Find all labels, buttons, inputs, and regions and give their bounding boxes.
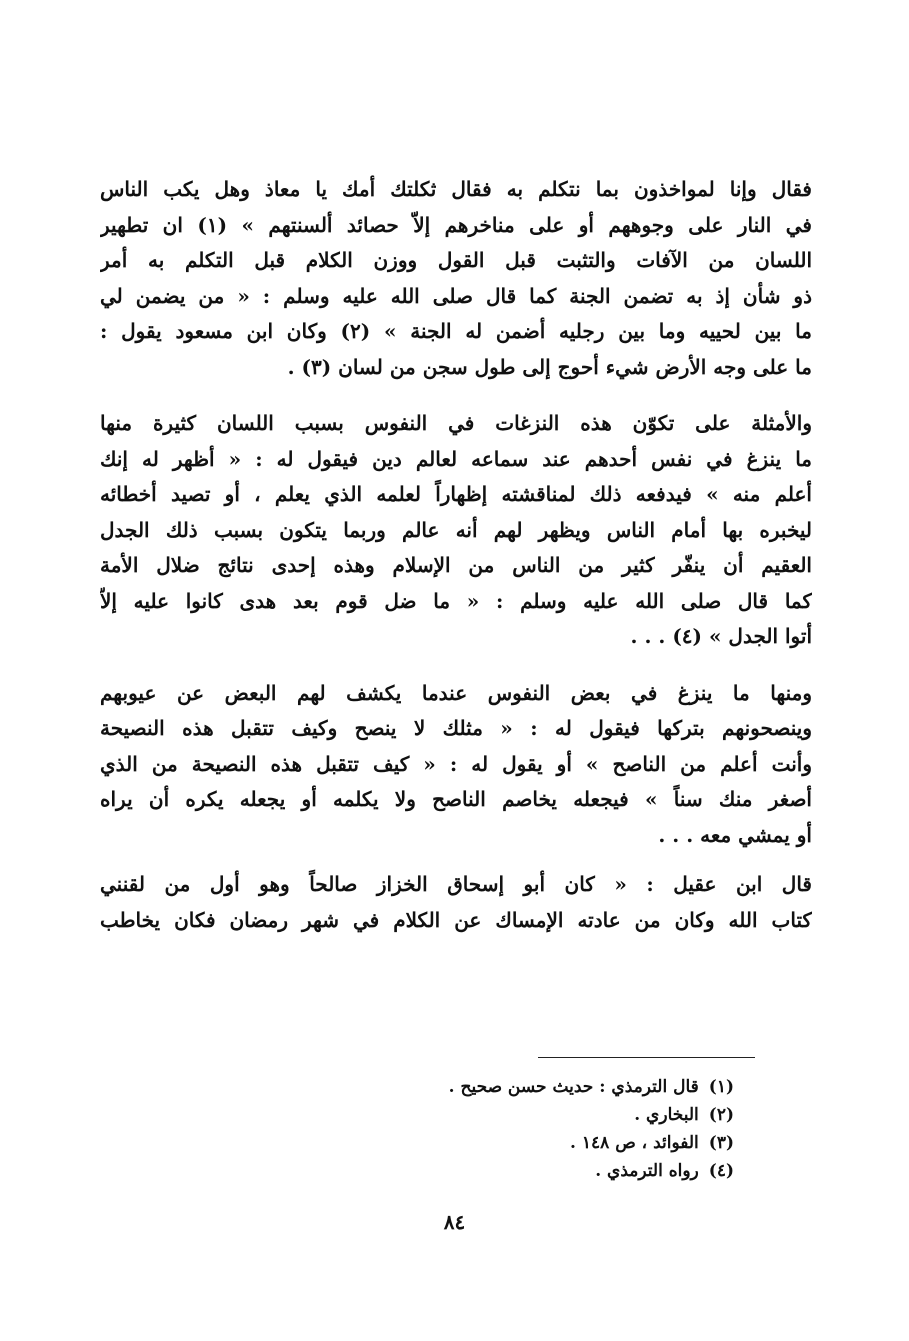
footnote-item	[314, 1129, 734, 1157]
footnote-divider	[538, 1057, 755, 1058]
text-line: والأمثلة على تكوّن هذه النزغات في النفوس بسبب اللسان كثيرة منها	[100, 411, 812, 435]
text-line: ما على وجه الأرض شيء أحوج إلى طول سجن من لسان (٣) .	[287, 354, 812, 379]
footnote-number: (٤)	[708, 1161, 734, 1181]
paragraph	[100, 406, 812, 655]
footnote-item	[314, 1157, 734, 1185]
text-line: ومنها ما ينزغ في بعض النفوس عندما يكشف لهم البعض عن عيوبهم	[100, 680, 812, 705]
paragraph	[100, 676, 812, 854]
text-line: أعلم منه » فيدفعه ذلك لمناقشته إظهاراً لعلمه الذي يعلم ، أو تصيد أخطائه	[100, 482, 812, 506]
text-line: ما ينزغ في نفس أحدهم عند سماعه لعالم دين فيقول له : « أظهر له إنك	[100, 446, 812, 471]
footnote-text: الفوائد ، ص ١٤٨ .	[570, 1133, 699, 1153]
text-line: قال ابن عقيل : « كان أبو إسحاق الخزاز صالحاً وهو أول من لقنني	[100, 872, 812, 896]
text-line: اللسان من الآفات والتثبت قبل القول ووزن الكلام قبل التكلم به أمر	[100, 248, 812, 272]
text-line: كتاب الله وكان من عادته الإمساك عن الكلام في شهر رمضان فكان يخاطب	[100, 907, 812, 932]
footnote-text: قال الترمذي : حديث حسن صحيح .	[448, 1077, 699, 1097]
text-line: فقال وإنا لمواخذون بما نتكلم به فقال ثكلتك أمك يا معاذ وهل يكب الناس	[100, 177, 812, 201]
main-text	[100, 172, 812, 938]
footnote-number: (٢)	[708, 1105, 734, 1125]
footnote-item	[314, 1073, 734, 1101]
text-line: ذو شأن إذ به تضمن الجنة كما قال صلى الله عليه وسلم : « من يضمن لي	[100, 283, 812, 308]
footnote-text: البخاري .	[634, 1105, 699, 1125]
footnote-number: (٣)	[708, 1133, 734, 1153]
footnote-number: (١)	[708, 1077, 734, 1097]
text-line: ما بين لحييه وما بين رجليه أضمن له الجنة » (٢) وكان ابن مسعود يقول :	[100, 319, 812, 343]
paragraph	[100, 172, 812, 385]
footnotes	[314, 1073, 734, 1185]
text-line: كما قال صلى الله عليه وسلم : « ما ضل قوم بعد هدى كانوا عليه إلاّ	[100, 588, 812, 613]
text-line: أو يمشي معه . . .	[658, 822, 812, 847]
footnote-text: رواه الترمذي .	[595, 1161, 699, 1181]
text-line: في النار على وجوههم أو على مناخرهم إلاّ حصائد ألسنتهم » (١) ان تطهير	[100, 212, 812, 237]
text-line: العقيم أن ينفّر كثير من الناس من الإسلام وهذه إحدى نتائج ضلال الأمة	[100, 553, 812, 577]
text-line: وينصحونهم بتركها فيقول له : « مثلك لا ينصح وكيف تتقبل هذه النصيحة	[100, 716, 812, 740]
footnote-item	[314, 1101, 734, 1129]
text-line: وأنت أعلم من الناصح » أو يقول له : « كيف تتقبل هذه النصيحة من الذي	[100, 751, 812, 776]
paragraph	[100, 867, 812, 938]
text-line: أتوا الجدل » (٤) . . .	[630, 624, 812, 648]
page-number: ٨٤	[443, 1210, 466, 1234]
text-line: أصغر منك سناً » فيجعله يخاصم الناصح ولا يكلمه أو يجعله يكره أن يراه	[100, 787, 812, 811]
text-line: ليخبره بها أمام الناس ويظهر لهم أنه عالم وربما يتكون بسبب ذلك الجدل	[100, 517, 812, 542]
